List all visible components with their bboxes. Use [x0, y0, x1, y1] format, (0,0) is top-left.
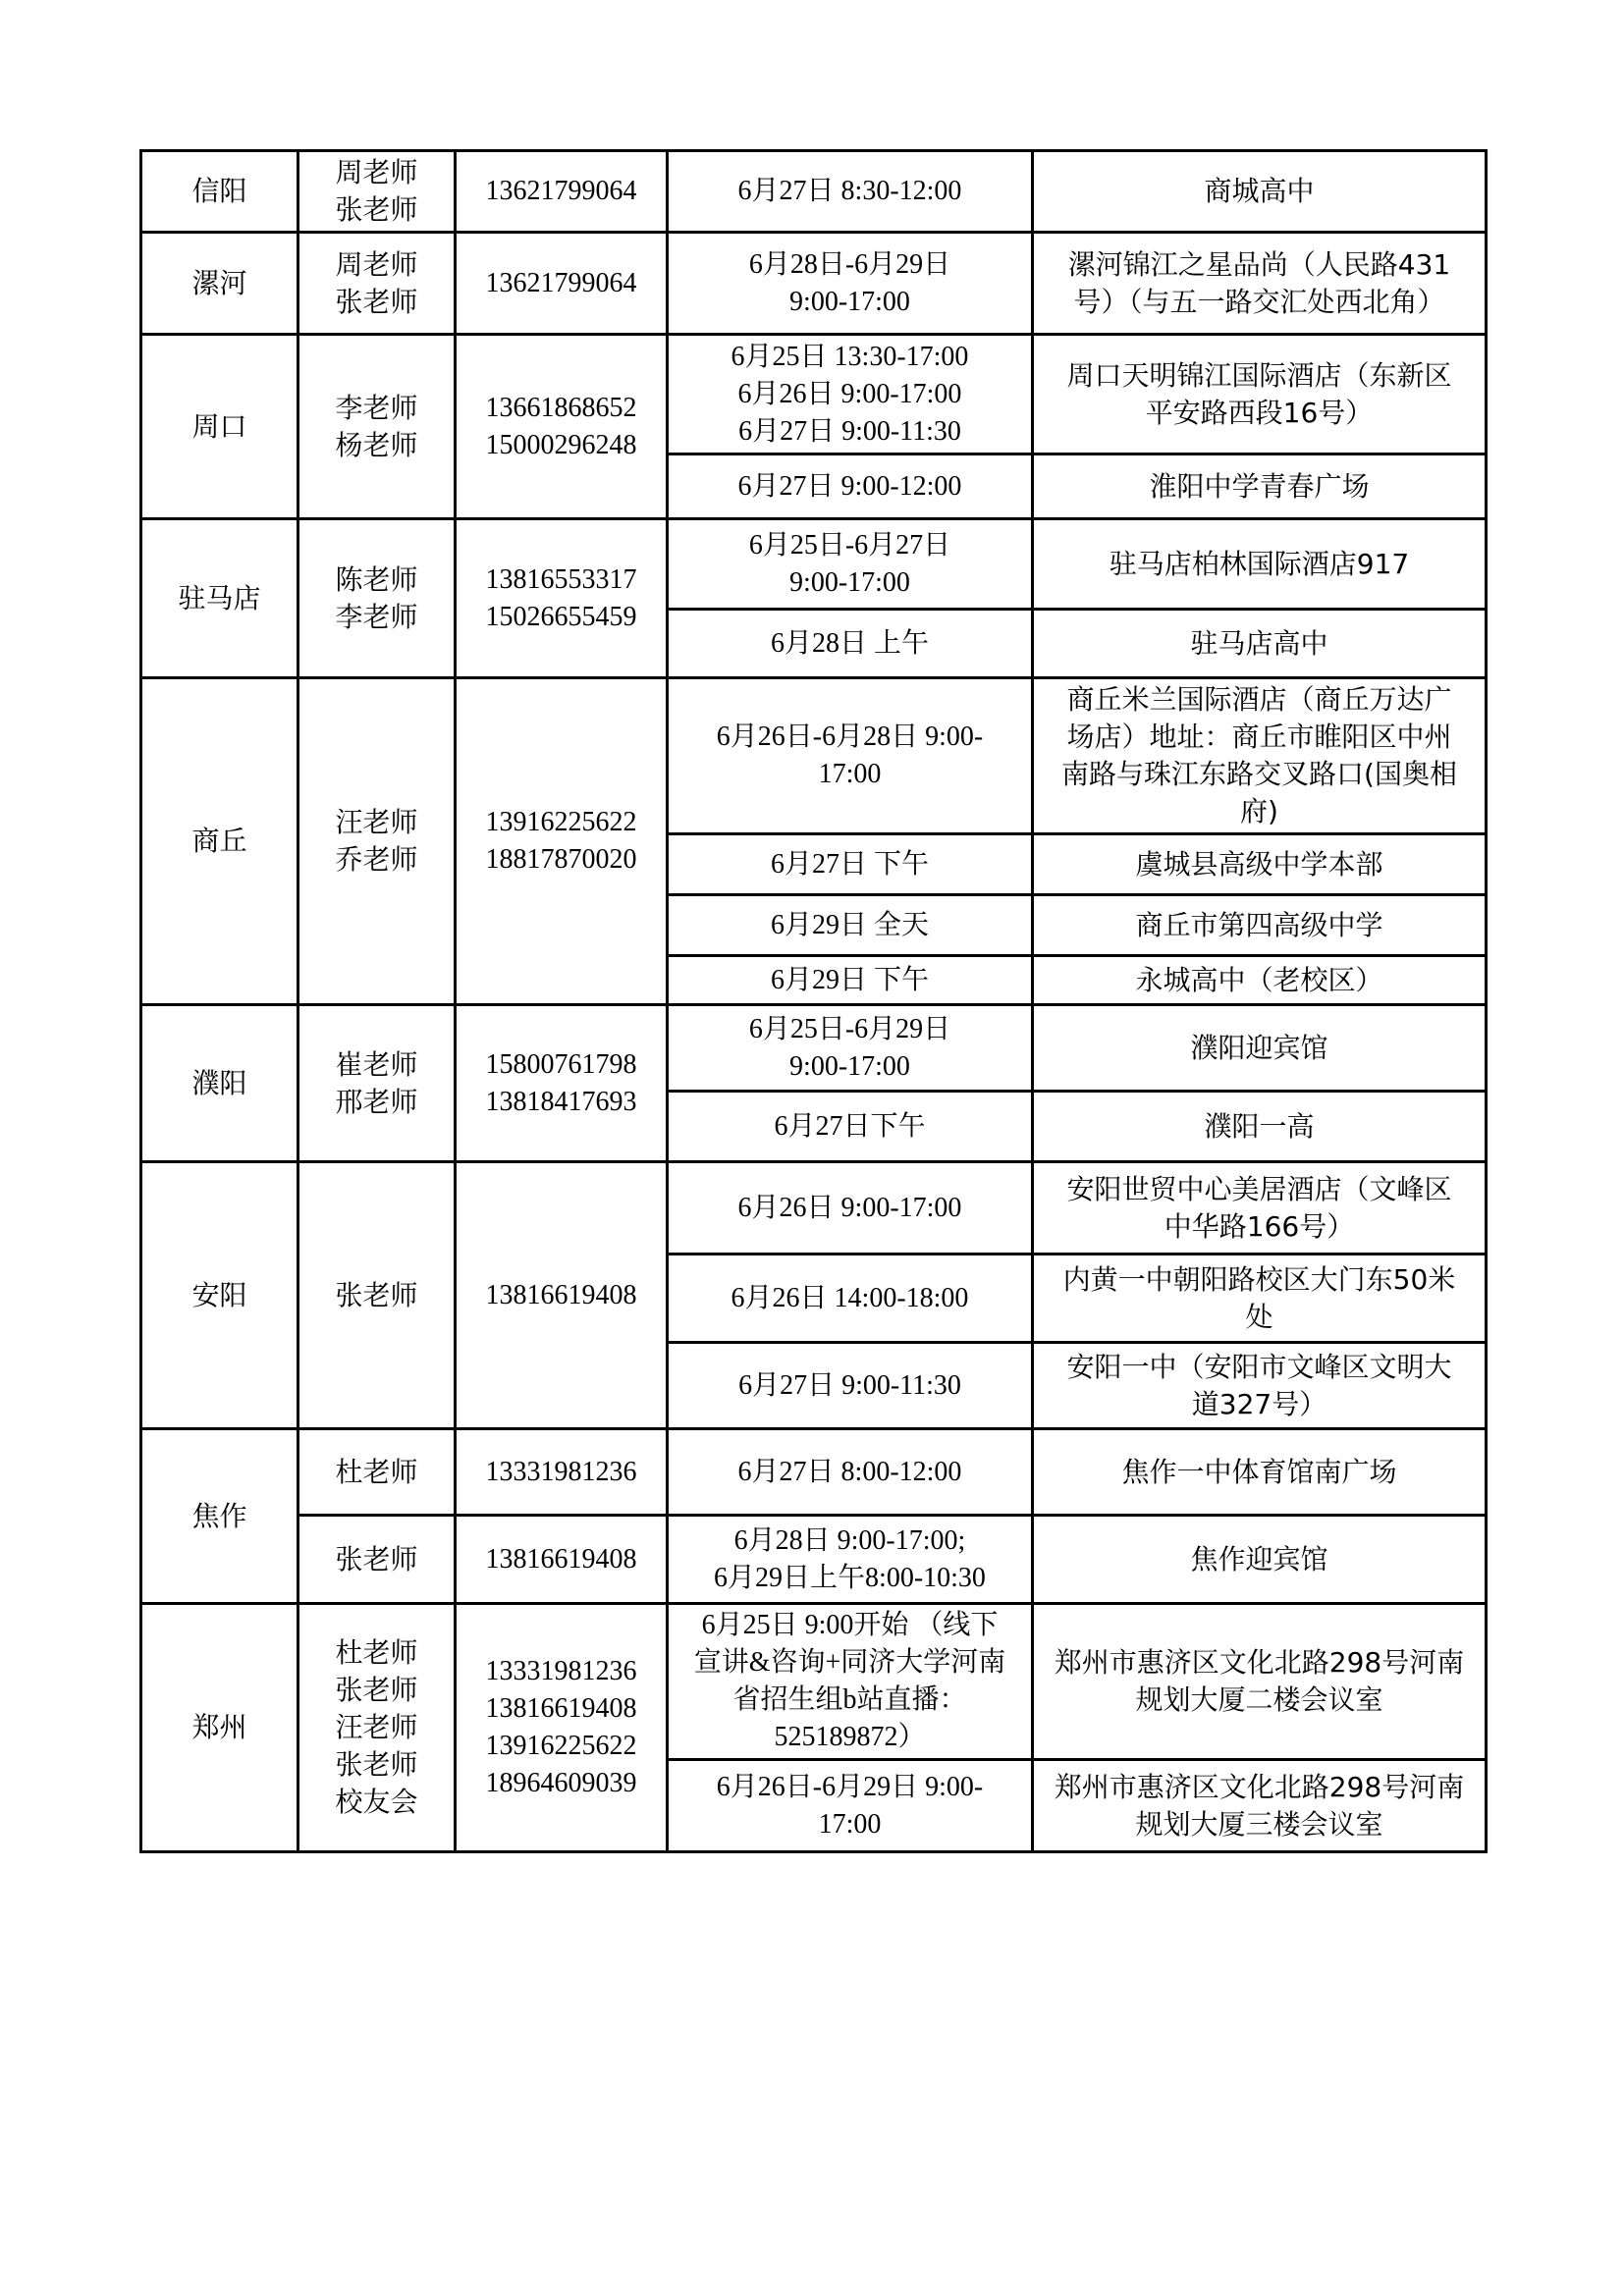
contact-cell: 李老师 杨老师 — [298, 335, 456, 519]
admissions-schedule-table — [139, 149, 1488, 1853]
location-cell: 淮阳中学青春广场 — [1033, 454, 1487, 519]
city-cell: 濮阳 — [141, 1005, 298, 1162]
table-row — [141, 335, 1487, 454]
table-row — [141, 1429, 1487, 1516]
location-cell: 虞城县高级中学本部 — [1033, 834, 1487, 895]
phone-cell: 13661868652 15000296248 — [456, 335, 668, 519]
time-cell: 6月27日 8:00-12:00 — [668, 1429, 1033, 1516]
location-cell: 焦作迎宾馆 — [1033, 1516, 1487, 1604]
time-cell: 6月25日 13:30-17:00 6月26日 9:00-17:00 6月27日 9:00-11:30 — [668, 335, 1033, 454]
phone-cell: 13331981236 13816619408 13916225622 18964609039 — [456, 1604, 668, 1852]
location-cell: 驻马店柏林国际酒店917 — [1033, 519, 1487, 610]
time-cell: 6月27日下午 — [668, 1092, 1033, 1162]
time-cell: 6月25日-6月29日 9:00-17:00 — [668, 1005, 1033, 1092]
contact-cell: 张老师 — [298, 1162, 456, 1429]
time-cell: 6月26日-6月29日 9:00- 17:00 — [668, 1760, 1033, 1852]
time-cell: 6月25日-6月27日 9:00-17:00 — [668, 519, 1033, 610]
city-cell: 信阳 — [141, 151, 298, 233]
time-cell: 6月26日 9:00-17:00 — [668, 1162, 1033, 1255]
table-row — [141, 233, 1487, 335]
time-cell: 6月29日 下午 — [668, 956, 1033, 1005]
time-cell: 6月26日-6月28日 9:00- 17:00 — [668, 678, 1033, 834]
city-cell: 安阳 — [141, 1162, 298, 1429]
table-row — [141, 519, 1487, 610]
city-cell: 商丘 — [141, 678, 298, 1005]
time-cell: 6月28日 上午 — [668, 610, 1033, 678]
table-row — [141, 678, 1487, 834]
time-cell: 6月26日 14:00-18:00 — [668, 1255, 1033, 1343]
time-cell: 6月27日 下午 — [668, 834, 1033, 895]
city-cell: 驻马店 — [141, 519, 298, 678]
time-cell: 6月29日 全天 — [668, 895, 1033, 956]
time-cell: 6月28日 9:00-17:00; 6月29日上午8:00-10:30 — [668, 1516, 1033, 1604]
location-cell: 郑州市惠济区文化北路298号河南 规划大厦三楼会议室 — [1033, 1760, 1487, 1852]
contact-cell: 陈老师 李老师 — [298, 519, 456, 678]
location-cell: 驻马店高中 — [1033, 610, 1487, 678]
location-cell: 安阳一中（安阳市文峰区文明大 道327号） — [1033, 1343, 1487, 1429]
location-cell: 焦作一中体育馆南广场 — [1033, 1429, 1487, 1516]
city-cell: 漯河 — [141, 233, 298, 335]
phone-cell: 13916225622 18817870020 — [456, 678, 668, 1005]
table-row — [141, 151, 1487, 233]
time-cell: 6月28日-6月29日 9:00-17:00 — [668, 233, 1033, 335]
city-cell: 周口 — [141, 335, 298, 519]
phone-cell: 13621799064 — [456, 151, 668, 233]
location-cell: 濮阳一高 — [1033, 1092, 1487, 1162]
time-cell: 6月25日 9:00开始 （线下 宣讲&咨询+同济大学河南 省招生组b站直播： 525189872） — [668, 1604, 1033, 1760]
phone-cell: 15800761798 13818417693 — [456, 1005, 668, 1162]
time-cell: 6月27日 9:00-11:30 — [668, 1343, 1033, 1429]
table-row — [141, 1162, 1487, 1255]
contact-cell: 杜老师 张老师 汪老师 张老师 校友会 — [298, 1604, 456, 1852]
phone-cell: 13816619408 — [456, 1516, 668, 1604]
phone-cell: 13331981236 — [456, 1429, 668, 1516]
city-cell: 焦作 — [141, 1429, 298, 1604]
location-cell: 商丘米兰国际酒店（商丘万达广 场店）地址：商丘市睢阳区中州 南路与珠江东路交叉路口(国奥相 府) — [1033, 678, 1487, 834]
table-row — [141, 1005, 1487, 1092]
time-cell: 6月27日 8:30-12:00 — [668, 151, 1033, 233]
contact-cell: 周老师 张老师 — [298, 233, 456, 335]
phone-cell: 13621799064 — [456, 233, 668, 335]
phone-cell: 13816553317 15026655459 — [456, 519, 668, 678]
location-cell: 漯河锦江之星品尚（人民路431 号）（与五一路交汇处西北角） — [1033, 233, 1487, 335]
table-row — [141, 1604, 1487, 1760]
contact-cell: 周老师 张老师 — [298, 151, 456, 233]
contact-cell: 崔老师 邢老师 — [298, 1005, 456, 1162]
location-cell: 周口天明锦江国际酒店（东新区 平安路西段16号） — [1033, 335, 1487, 454]
city-cell: 郑州 — [141, 1604, 298, 1852]
location-cell: 商丘市第四高级中学 — [1033, 895, 1487, 956]
location-cell: 内黄一中朝阳路校区大门东50米 处 — [1033, 1255, 1487, 1343]
location-cell: 商城高中 — [1033, 151, 1487, 233]
phone-cell: 13816619408 — [456, 1162, 668, 1429]
location-cell: 安阳世贸中心美居酒店（文峰区 中华路166号） — [1033, 1162, 1487, 1255]
location-cell: 濮阳迎宾馆 — [1033, 1005, 1487, 1092]
location-cell: 永城高中（老校区） — [1033, 956, 1487, 1005]
location-cell: 郑州市惠济区文化北路298号河南 规划大厦二楼会议室 — [1033, 1604, 1487, 1760]
time-cell: 6月27日 9:00-12:00 — [668, 454, 1033, 519]
contact-cell: 汪老师 乔老师 — [298, 678, 456, 1005]
contact-cell: 杜老师 — [298, 1429, 456, 1516]
contact-cell: 张老师 — [298, 1516, 456, 1604]
table-row — [141, 1516, 1487, 1604]
